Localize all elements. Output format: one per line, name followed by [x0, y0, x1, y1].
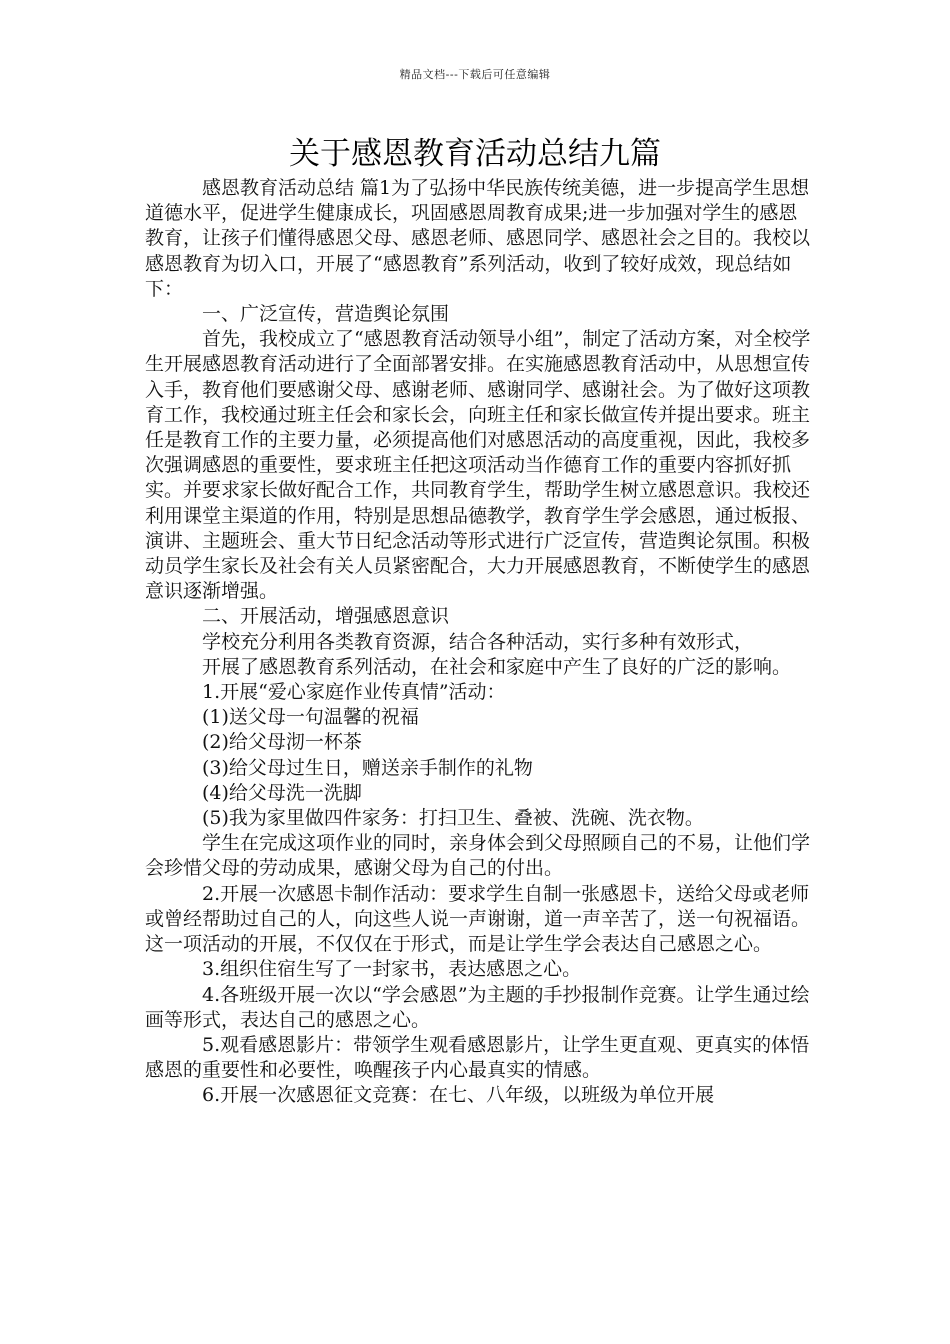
paragraph: 1.开展“爱心家庭作业传真情”活动：: [202, 681, 506, 704]
paragraph: 开展了感恩教育系列活动，在社会和家庭中产生了良好的广泛的影响。: [202, 655, 792, 678]
paragraph: 2.开展一次感恩卡制作活动：要求学生自制一张感恩卡，送给父母或老师或曾经帮助过自己的人，向这些人说一声谢谢，道一声辛苦了，送一句祝福语。这一项活动的开展，不仅仅在于形式，而是让学生学会表达自己感恩之心。: [145, 882, 811, 956]
paragraph: 感恩教育活动总结 篇1为了弘扬中华民族传统美德，进一步提高学生思想道德水平，促进学生健康成长，巩固感恩周教育成果;进一步加强对学生的感恩教育，让孩子们懂得感恩父母、感恩老师、感恩同学、感恩社会之目的。我校以感恩教育为切入口，开展了“感恩教育”系列活动，收到了较好成效，现总结如下：: [145, 177, 811, 300]
paragraph: (5)我为家里做四件家务：打扫卫生、叠被、洗碗、洗衣物。: [202, 807, 704, 830]
paragraph: (3)给父母过生日，赠送亲手制作的礼物: [202, 756, 533, 779]
paragraph: 5.观看感恩影片：带领学生观看感恩影片，让学生更直观、更真实的体悟感恩的重要性和必要性，唤醒孩子内心最真实的情感。: [145, 1033, 810, 1082]
page-header: 精品文档---下载后可任意编辑: [399, 68, 551, 81]
paragraph: 4.各班级开展一次以“学会感恩”为主题的手抄报制作竞赛。让学生通过绘画等形式，表达自己的感恩之心。: [145, 983, 810, 1031]
paragraph: 6.开展一次感恩征文竞赛：在七、八年级，以班级为单位开展: [202, 1084, 715, 1107]
paragraph: 一、广泛宣传，营造舆论氛围: [202, 303, 450, 326]
paragraph: 3.组织住宿生写了一封家书，表达感恩之心。: [202, 958, 582, 981]
document-title: 关于感恩教育活动总结九篇: [289, 136, 661, 172]
document-body: [145, 176, 811, 1109]
paragraph: (4)给父母洗一洗脚: [202, 781, 362, 804]
paragraph: (1)送父母一句温馨的祝福: [202, 706, 419, 729]
paragraph: 学生在完成这项作业的同时，亲身体会到父母照顾自己的不易，让他们学会珍惜父母的劳动成果，感谢父母为自己的付出。: [145, 832, 811, 880]
paragraph: 二、开展活动，增强感恩意识: [202, 605, 450, 628]
paragraph: (2)给父母沏一杯茶: [202, 731, 362, 754]
paragraph: 学校充分利用各类教育资源，结合各种活动，实行多种有效形式，: [202, 630, 754, 653]
paragraph: 首先，我校成立了“感恩教育活动领导小组”，制定了活动方案，对全校学生开展感恩教育活动进行了全面部署安排。在实施感恩教育活动中，从思想宣传入手，教育他们要感谢父母、感谢老师、感谢同学、感谢社会。为了做好这项教育工作，我校通过班主任会和家长会，向班主任和家长做宣传并提出要求。班主任是教育工作的主要力量，必须提高他们对感恩活动的高度重视，因此，我校多次强调感恩的重要性，要求班主任把这项活动当作德育工作的重要内容抓好抓实。并要求家长做好配合工作，共同教育学生，帮助学生树立感恩意识。我校还利用课堂主渠道的作用，特别是思想品德教学，教育学生学会感恩，通过板报、演讲、主题班会、重大节日纪念活动等形式进行广泛宣传，营造舆论氛围。积极动员学生家长及社会有关人员紧密配合，大力开展感恩教育，不断使学生的感恩意识逐渐增强。: [145, 328, 811, 603]
